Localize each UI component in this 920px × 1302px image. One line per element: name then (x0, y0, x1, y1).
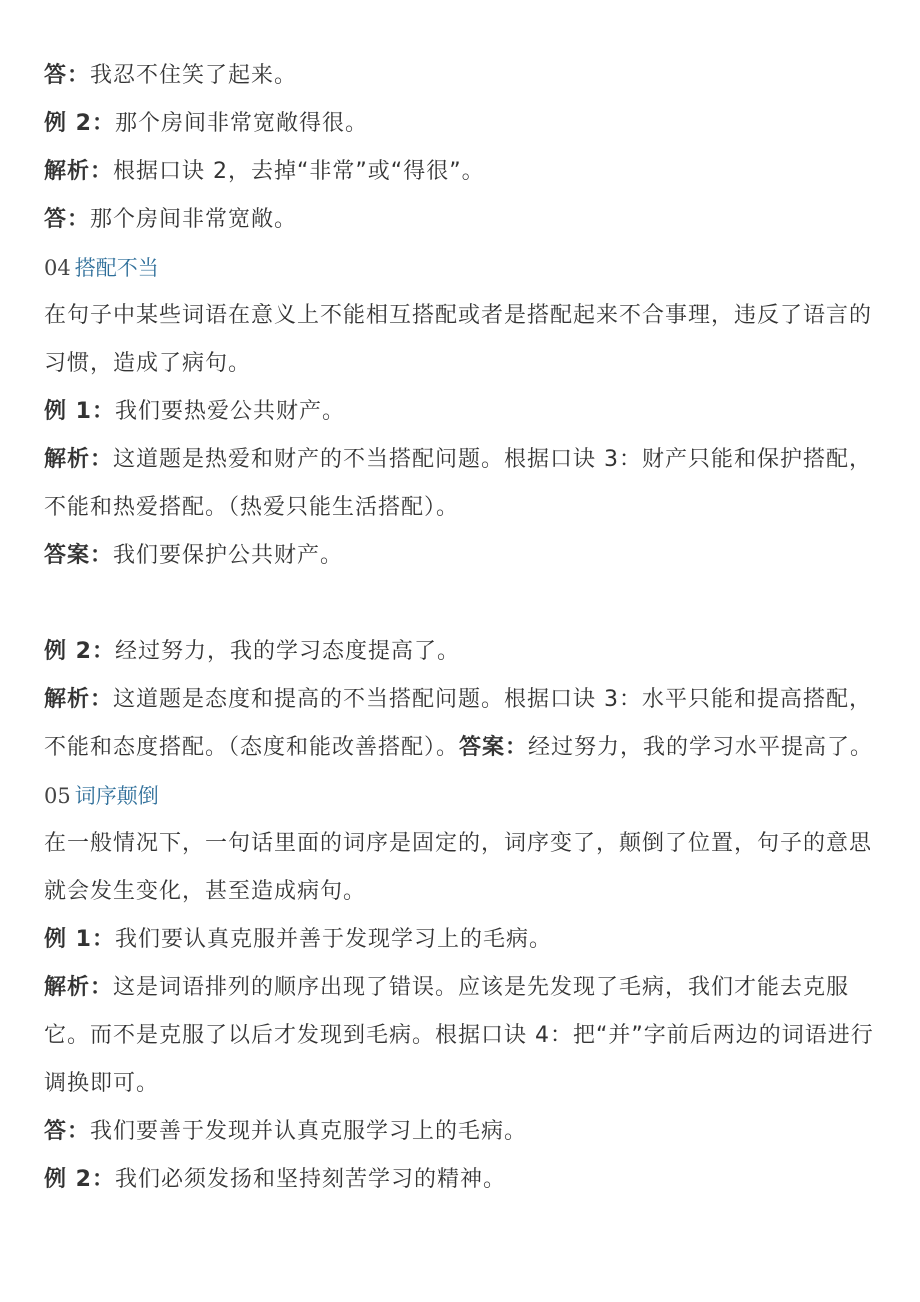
example-line (44, 388, 880, 436)
answer-label: 答案： (44, 543, 114, 568)
example-text: 我们要认真克服并善于发现学习上的毛病。 (114, 927, 552, 952)
analysis-text: 这道题是态度和提高的不当搭配问题。根据口诀 3：水平只能和提高搭配，不能和态度搭配。（态度和能改善搭配）。 (44, 687, 873, 760)
answer-label: 答案： (459, 735, 529, 760)
section-number: 05 (44, 784, 71, 808)
example-label: 例 1： (44, 399, 115, 424)
answer-text: 我们要善于发现并认真克服学习上的毛病。 (90, 1119, 528, 1144)
example-text: 经过努力，我的学习态度提高了。 (114, 639, 460, 664)
example-text: 那个房间非常宽敞得很。 (114, 111, 368, 136)
section-number: 04 (44, 256, 71, 280)
analysis-label: 解析： (44, 447, 114, 472)
example-text: 我们要热爱公共财产。 (114, 399, 345, 424)
analysis-line (44, 148, 880, 196)
answer-text: 我们要保护公共财产。 (113, 543, 344, 568)
analysis-label: 解析： (44, 159, 114, 184)
answer-line (44, 532, 880, 580)
section-title: 搭配不当 (74, 256, 159, 280)
section-intro: 在句子中某些词语在意义上不能相互搭配或者是搭配起来不合事理，违反了语言的习惯，造成了病句。 (44, 303, 873, 376)
answer-line (44, 52, 880, 100)
analysis-text: 这是词语排列的顺序出现了错误。应该是先发现了毛病，我们才能去克服它。而不是克服了以后才发现到毛病。根据口诀 4：把“并”字前后两边的词语进行调换即可。 (44, 975, 874, 1096)
answer-text: 那个房间非常宽敞。 (90, 207, 298, 232)
analysis-text: 根据口诀 2，去掉“非常”或“得很”。 (113, 159, 485, 184)
answer-label: 答： (44, 63, 91, 88)
analysis-label: 解析： (44, 687, 114, 712)
analysis-line (44, 964, 880, 1108)
answer-label: 答： (44, 1119, 91, 1144)
example-line (44, 1156, 880, 1204)
document-page (44, 52, 880, 1204)
example-line (44, 100, 880, 148)
example-label: 例 1： (44, 927, 115, 952)
example-text: 我们必须发扬和坚持刻苦学习的精神。 (114, 1167, 506, 1192)
answer-label: 答： (44, 207, 91, 232)
analysis-label: 解析： (44, 975, 114, 1000)
answer-line (44, 196, 880, 244)
analysis-text: 这道题是热爱和财产的不当搭配问题。根据口诀 3：财产只能和保护搭配，不能和热爱搭配。（热爱只能生活搭配）。 (44, 447, 873, 520)
example-line (44, 916, 880, 964)
analysis-line (44, 436, 880, 532)
answer-text: 我忍不住笑了起来。 (90, 63, 298, 88)
example-label: 例 2： (44, 1167, 115, 1192)
example-line (44, 628, 880, 676)
section-title: 词序颠倒 (74, 784, 159, 808)
blank-line (44, 580, 880, 628)
example-label: 例 2： (44, 111, 115, 136)
answer-text: 经过努力，我的学习水平提高了。 (528, 735, 874, 760)
analysis-line (44, 676, 880, 772)
section-intro: 在一般情况下，一句话里面的词序是固定的，词序变了，颠倒了位置，句子的意思就会发生变化，甚至造成病句。 (44, 831, 873, 904)
example-label: 例 2： (44, 639, 115, 664)
answer-line (44, 1108, 880, 1156)
section-heading-05 (44, 772, 880, 820)
section-heading-04 (44, 244, 880, 292)
